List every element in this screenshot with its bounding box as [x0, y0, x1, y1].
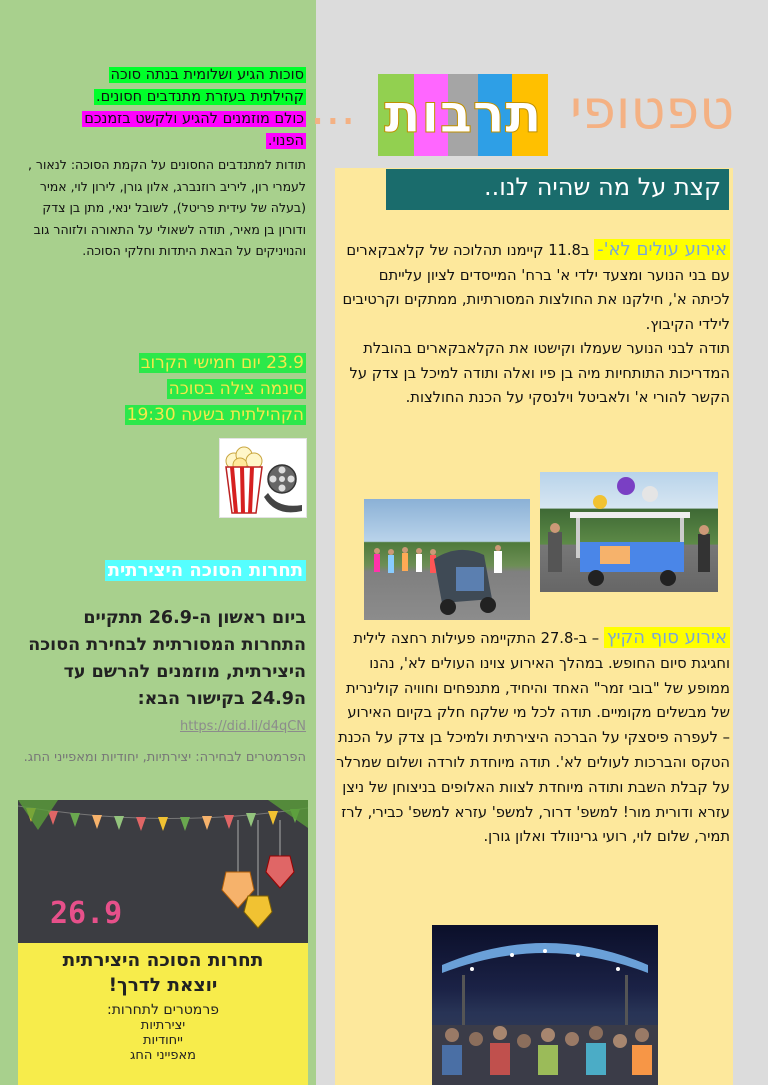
competition-params: הפרמטרים לבחירה: יצירתיות, יחודיות ומאפייני החג.: [23, 750, 306, 765]
parade-photo-2: [540, 472, 718, 592]
cinema-line-2: סינמה צילה בסוכה: [168, 379, 304, 399]
title-word-2: תרבות: [384, 82, 542, 145]
night-event-photo: [432, 925, 658, 1085]
cinema-line-3: הקהילתית בשעה 19:30: [126, 405, 304, 425]
popcorn-icon: [226, 447, 262, 513]
poster-bottom: [18, 943, 308, 1085]
event-1-text: [340, 238, 730, 411]
competition-poster: [18, 800, 308, 1085]
poster-title-line-1: תחרות הסוכה היצירתית: [62, 950, 264, 971]
intro-line-2: קהילתית בעזרת מתנדבים חסונים.: [95, 89, 304, 105]
film-reel-icon: [264, 465, 302, 512]
event-1-body-2: תודה לבני הנוער שעמלו וקישטו את הקלאבקארים בהובלת המדריכות התותחיות מיה בן פיו ואלה ותודה למיכל בן צדק על הקשר להורי א' ולאביטל וילנסקי על הכנת החולצות.: [349, 340, 730, 406]
poster-param-item: יצירתיות: [140, 1018, 186, 1033]
event-1-heading: אירוע עולים לא'-: [594, 239, 730, 260]
poster-params-heading: פרמטרים לתחרות:: [107, 1002, 219, 1018]
event-1-body: ב11.8 קיימנו תהלוכה של קלאבקארים עם בני הנוער ומצעד ילדי א' ברח' המייסדים לציון עלייתם לכיתה א', חילקנו את החולצות המסורתיות, ממתקים וקרטיבים לילדי הקיבוץ.: [342, 242, 730, 333]
cinema-announcement: [66, 350, 306, 428]
golf-cart-scene: [548, 512, 710, 586]
lantern-icon: [222, 820, 294, 928]
poster-title: [18, 943, 308, 998]
sukkah-intro-section: [14, 64, 306, 262]
poster-date: 26.9: [50, 896, 123, 931]
event-2-body: – ב-27.8 התקיימה פעילות רחצה לילית וחגיגת סיום החופש. במהלך האירוע צוינו העולים לא', נהנו ממופע של "בובי זמר" האחד והיחיד, מתנפחים וחוויה קולינרית של מבשלים מקומיים. תודה לכל מי שלקח חלק בקיום האירוע – לעפרה פיסצקי על הברכה היצירתית ולמיכל בן צדק על הכנת הטקס והברכות לעולים לא'. תודה מיוחדת לורדה ושלום שמרלר על קבלת השבת ותודה מיוחדת לצוות האלופים בניצוחן של ניצן עזרא ודורית מור! למשפ' דרור, למשפ' עזרא למשפ' כבירי, לרז תמיר, שלום לוי, רועי גרינוולד ואלון גורן.: [336, 630, 730, 846]
popcorn-film-illustration: [219, 438, 307, 518]
poster-top: [18, 800, 308, 943]
competition-signup-link[interactable]: https://did.li/d4qCN: [180, 719, 307, 734]
intro-line-1: סוכות הגיע ושלומית בנתה סוכה: [110, 67, 304, 83]
crowd-scene: [432, 1025, 658, 1085]
cinema-line-1: 23.9 יום חמישי הקרוב: [140, 353, 304, 373]
event-2-text: [336, 626, 730, 850]
stage-canopy-icon: [442, 943, 648, 1035]
poster-title-line-2: יוצאת לדרך!: [108, 975, 218, 996]
balloons-icon: [593, 477, 658, 509]
competition-heading-wrap: [18, 560, 306, 581]
competition-heading: תחרות הסוכה היצירתית: [105, 560, 306, 581]
volunteers-thanks: תודות למתנדבים החסונים על הקמת הסוכה: לנאור , לעמרי רון, ליריב רוזנברג, אלון גורן, לירון לוי, אמיר (בעלה של עידית פריטל), לשובל ינאי, מתן בן צדק ודורון בן מאיר, תודה לשאולי על התאורה ולזוהר גוב והנויניקים על הבאת היתדות וחלקי הסוכה.: [27, 157, 306, 258]
parade-photo-scene: [374, 545, 502, 615]
poster-param-item: ייחודיות: [143, 1033, 183, 1048]
event-2-heading: אירוע סוף הקיץ: [604, 627, 730, 648]
intro-line-4: הפנוי.: [267, 133, 304, 149]
competition-body: ביום ראשון ה-26.9 תתקיים התחרות המסורתית לבחירת הסוכה היצירתית, מוזמנים להרשם עד ה24.9 בקישור הבא:: [28, 608, 306, 709]
parade-photo-1: [364, 499, 530, 620]
intro-text: [14, 64, 306, 152]
bunting-icon: [18, 806, 308, 831]
title-word-1: טפטופי: [570, 78, 735, 141]
title-dots: ...: [310, 80, 356, 136]
intro-line-3: כולם מוזמנים להגיע ולקשט בזמנכם: [84, 111, 304, 127]
poster-param-item: מאפייני החג: [129, 1048, 197, 1063]
section-subheading: קצת על מה שהיה לנו..: [386, 169, 729, 210]
